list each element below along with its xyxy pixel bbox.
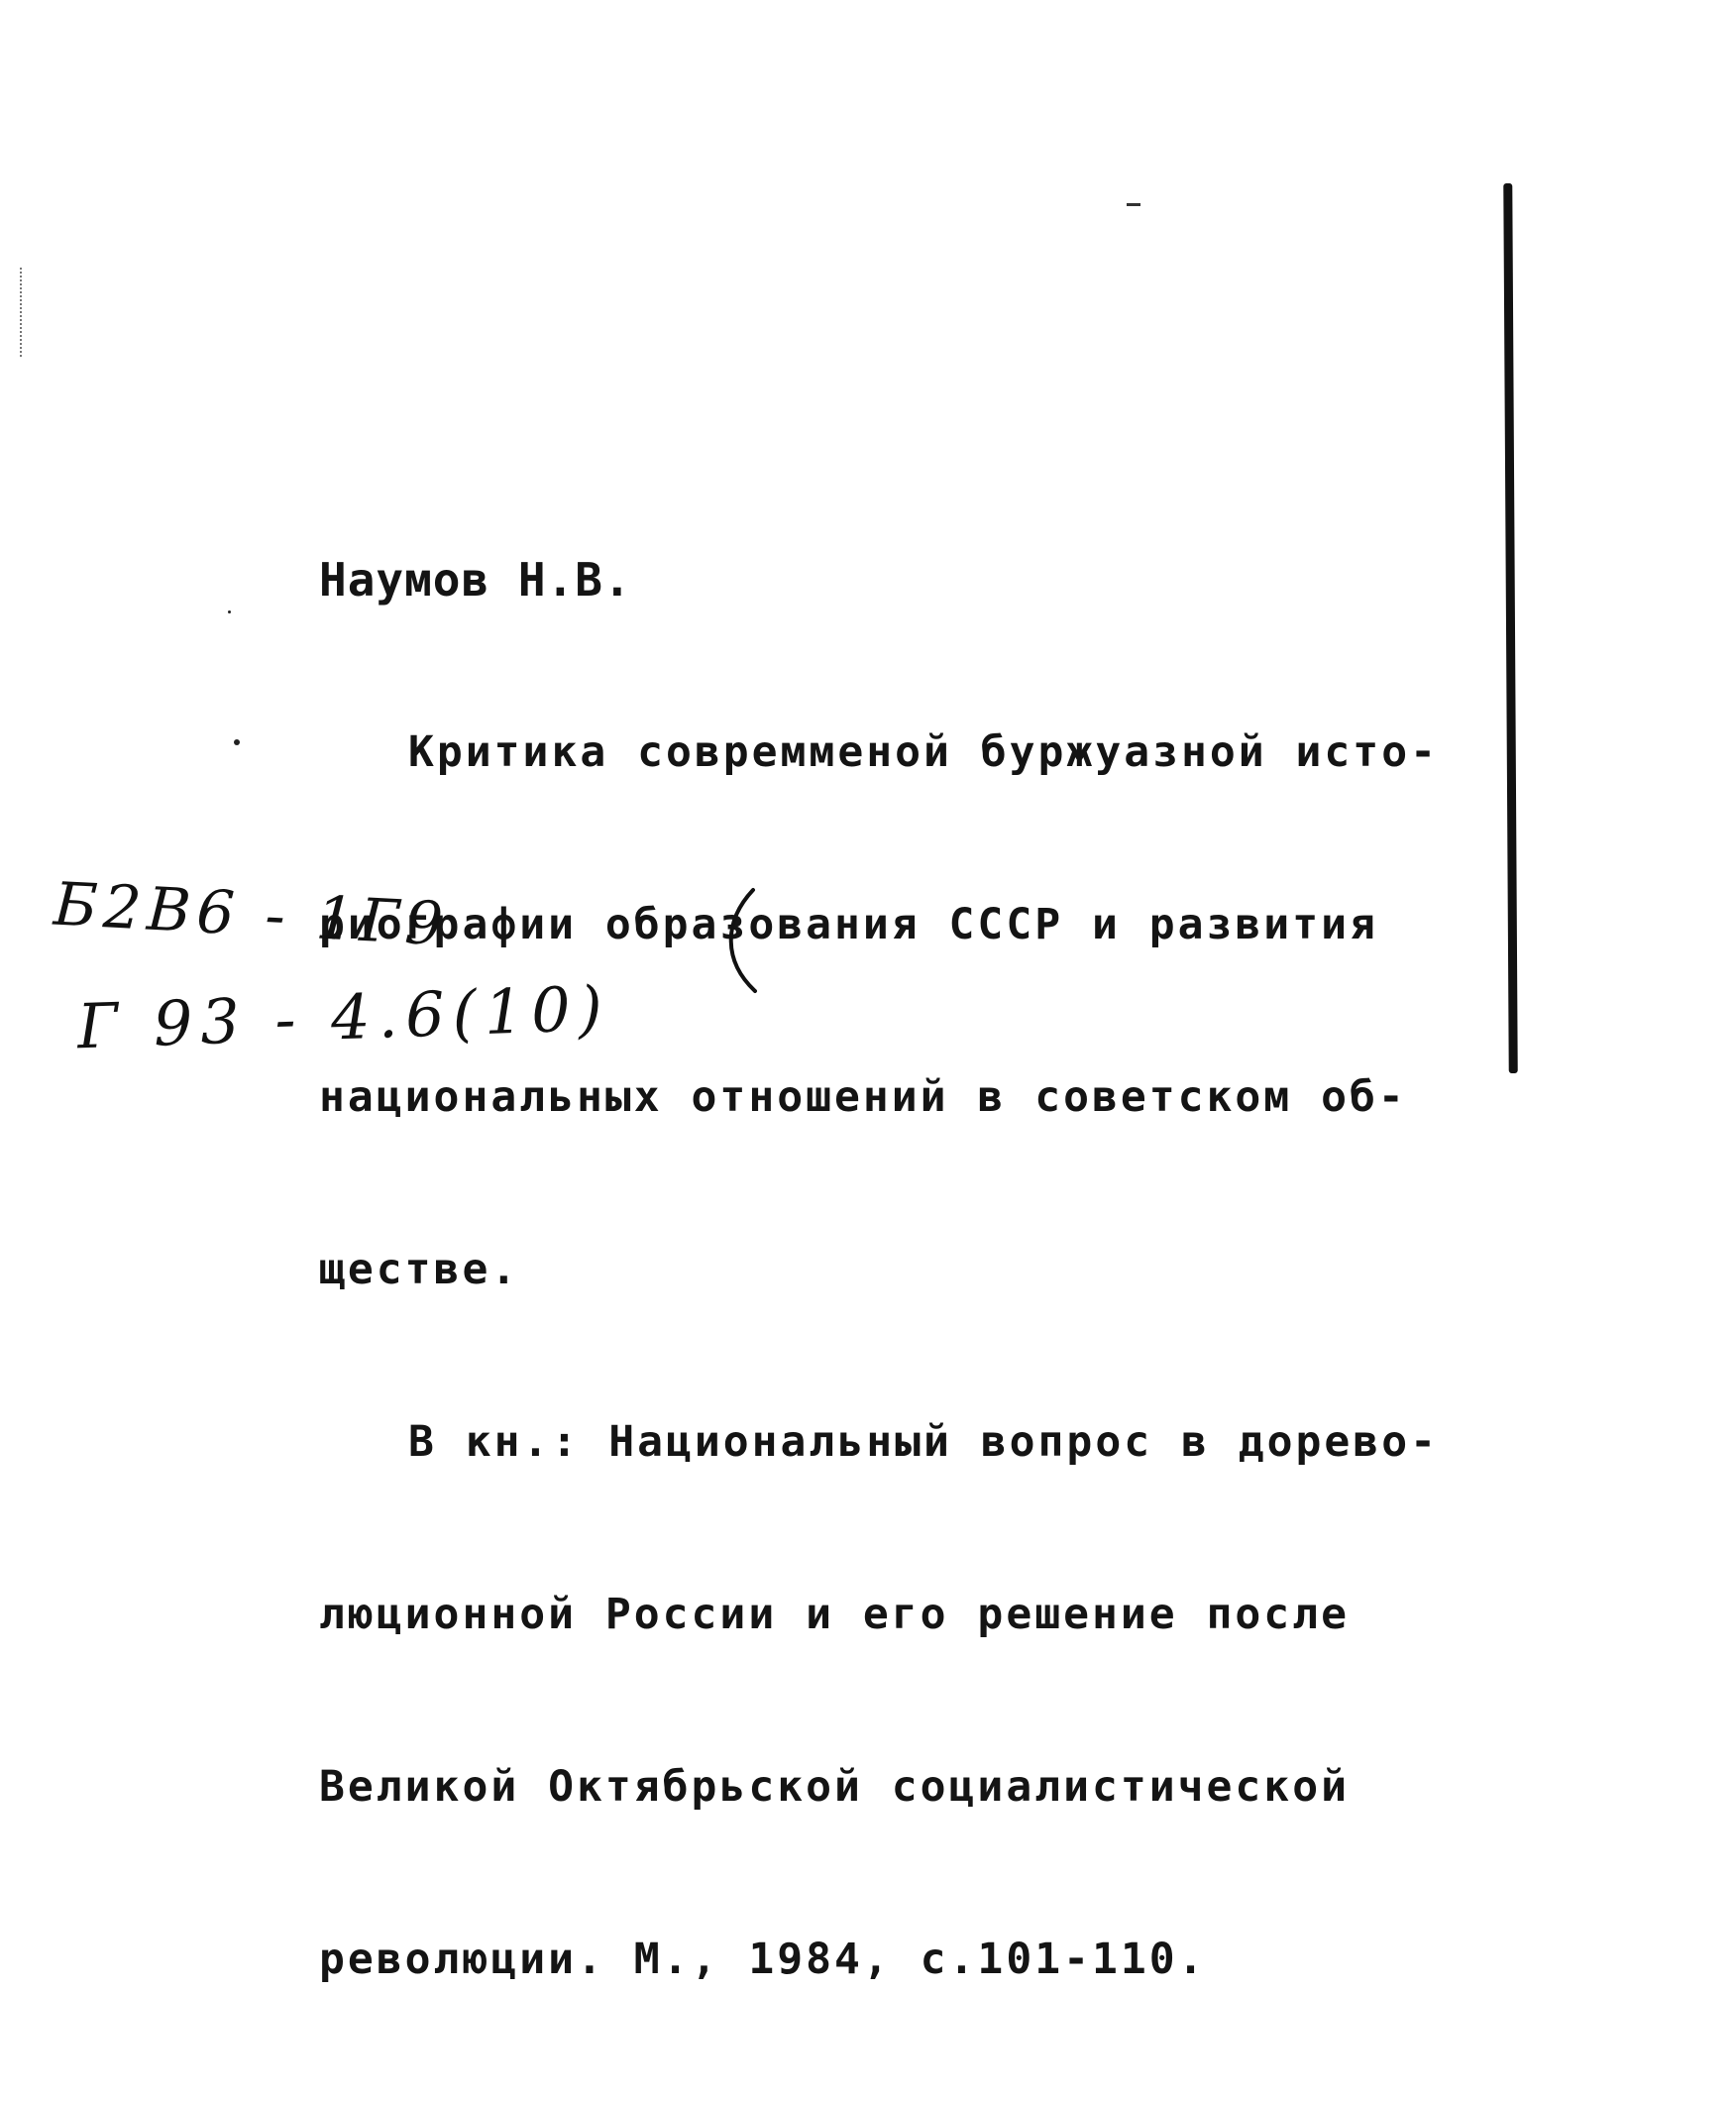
handwritten-bracket-mark — [715, 882, 775, 1001]
source-line-2: люционной России и его решение после — [319, 1590, 1350, 1639]
source-line-3: Великой Октябрьской социалистической — [319, 1762, 1350, 1812]
handwritten-shelfmark-2: Г 93 - 4.6(10) — [75, 971, 612, 1063]
title-line-1: Критика совремменой буржуазной исто- — [408, 727, 1439, 777]
source-line-1: В кн.: Национальный вопрос в дорево- — [408, 1417, 1439, 1467]
scan-speck — [1127, 203, 1140, 206]
title-line-2: риографии образования СССР и развития — [319, 900, 1378, 949]
typed-entry — [319, 436, 1498, 2103]
scan-dot — [228, 610, 231, 613]
handwritten-shelfmark-1: Б2В6 - 1Г9 — [52, 869, 451, 960]
card-margin-rule — [1503, 183, 1517, 1073]
scan-dot — [234, 739, 240, 745]
source-line-4: революции. М., 1984, с.101-110. — [319, 1935, 1207, 1984]
author-name: Наумов Н.В. — [319, 553, 632, 607]
scan-edge-speckles — [20, 268, 25, 357]
title-line-4: ществе. — [319, 1245, 520, 1294]
title-line-3: национальных отношений в советском об- — [319, 1072, 1407, 1122]
